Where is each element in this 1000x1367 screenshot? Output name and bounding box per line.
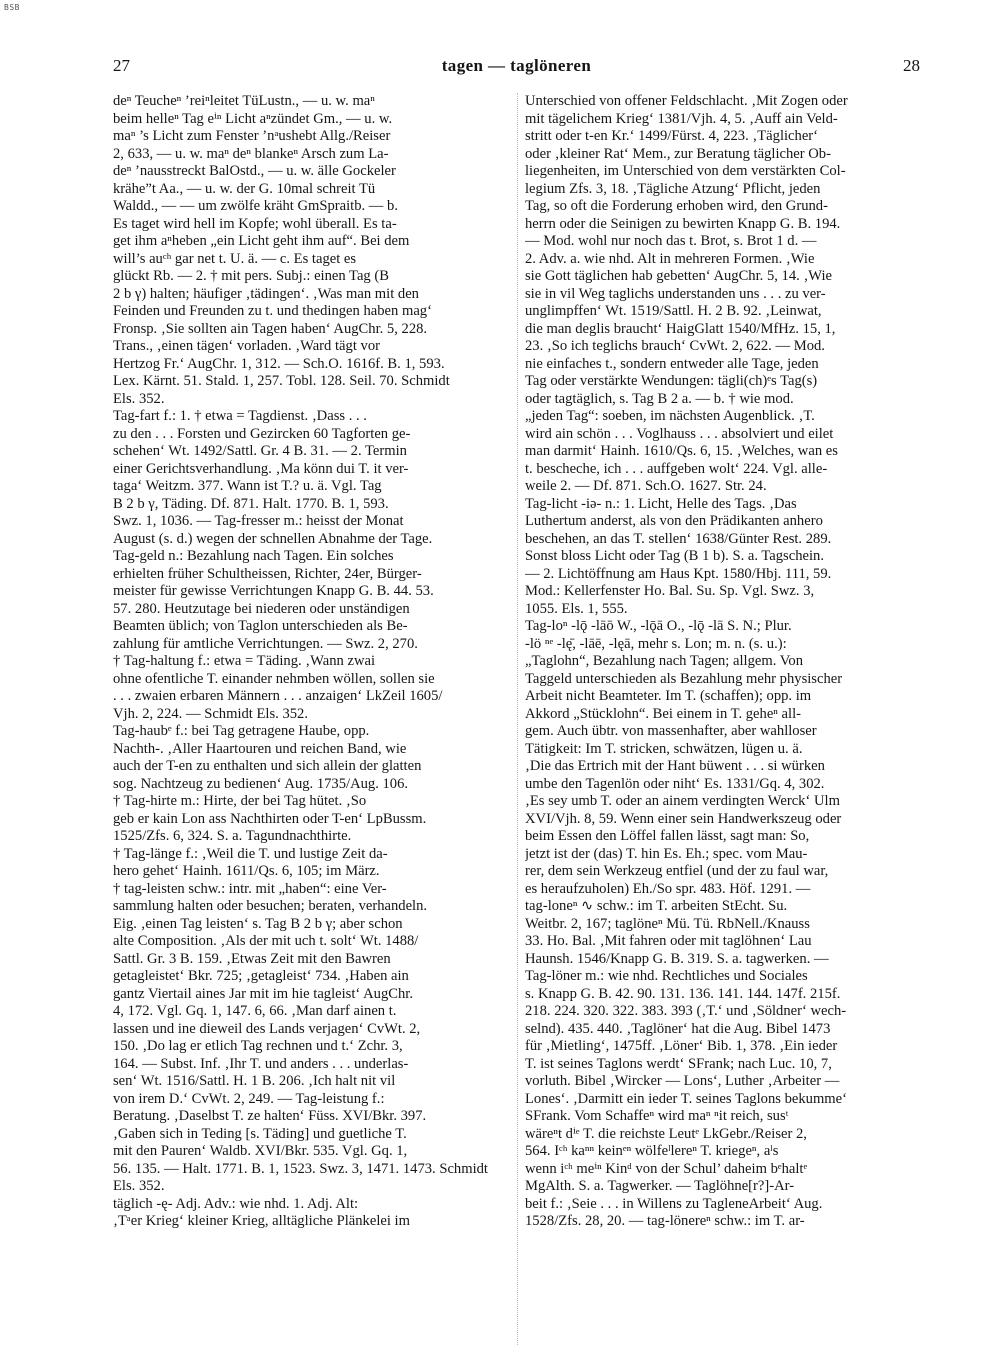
text-line: ‚Die das Ertrich mit der Hant büwent . . . si würken [525, 758, 825, 774]
text-line: † Tag-länge f.: ‚Weil die T. und lustige Zeit da- [113, 845, 388, 862]
text-line: sammlung halten oder besuchen; beraten, verhandeln. [113, 898, 428, 914]
text-line: taga‘ Weitzm. 377. Wann ist T.? u. ä. Vgl. Tag [113, 478, 382, 494]
text-line: 564. Iᶜʰ kaⁿⁿ keinᵉⁿ wölfeˡlereⁿ T. kriegeⁿ, aˡs [525, 1143, 779, 1159]
text-line: Els. 352. [113, 1178, 165, 1194]
text-line: nie einfaches t., sondern entweder alle Tage, jeden [525, 355, 819, 372]
text-line: Hertzog Fr.‘ AugChr. 1, 312. — Sch.O. 1616f. B. 1, 593. [113, 355, 445, 372]
text-line: „Taglohn“, Bezahlung nach Tagen; allgem. Von [525, 653, 803, 669]
text-line: man darmit‘ Hainh. 1610/Qs. 6, 15. ‚Welches, wan es [525, 443, 838, 459]
text-line: -lö ⁿᵉ -lę̄, -lāē, -lęā, mehr s. Lon; m. n. (s. u.): [525, 635, 787, 652]
text-line: Beamten üblich; von Taglon unterschieden als Be- [113, 618, 408, 634]
text-line: Sattl. Gr. 3 B. 159. ‚Etwas Zeit mit den Bawren [113, 950, 391, 967]
text-line: oder tagtäglich, s. Tag B 2 a. — b. † wie mod. [525, 390, 794, 407]
text-line: einer Gerichtsverhandlung. ‚Ma könn dui T. it ver- [113, 460, 409, 477]
text-line: August (s. d.) wegen der schnellen Abnahme der Tage. [113, 530, 433, 547]
text-line: Tag-löner m.: wie nhd. Rechtliches und Sociales [525, 968, 808, 984]
text-line: tag-loneⁿ ∿ schw.: im T. arbeiten StEcht. Su. [525, 898, 788, 914]
text-line: Feinden und Freunden zu t. und thedingen haben mag‘ [113, 303, 432, 319]
text-line: Sonst bloss Licht oder Tag (B 1 b). S. a. Tagschein. [525, 548, 824, 564]
text-line: 4, 172. Vgl. Gq. 1, 147. 6, 66. ‚Man darf ainen t. [113, 1003, 397, 1019]
running-title: tagen — taglöneren [441, 56, 592, 75]
text-line: Trans., ‚einen tägen‘ vorladen. ‚Ward tägt vor [113, 338, 380, 354]
text-line: hero gehet‘ Hainh. 1611/Qs. 6, 105; im März. [113, 863, 380, 879]
right-column [525, 93, 920, 1231]
text-line: Arbeit nicht Beamteter. Im T. (schaffen); opp. im [525, 688, 812, 704]
text-line: Haunsh. 1546/Knapp G. B. 319. S. a. tagwerken. — [525, 950, 829, 967]
text-line: legium Zfs. 3, 18. ‚Tägliche Atzung‘ Pflicht, jeden [525, 180, 821, 197]
text-line: Tag-haubᵉ f.: bei Tag getragene Haube, opp. [113, 723, 370, 739]
text-line: 23. ‚So ich teglichs brauch‘ CvWt. 2, 622. — Mod. [525, 338, 825, 354]
text-line: rer, dem sein Werkzeug entfiel (und der zu faul war, [525, 863, 829, 879]
text-line: — 2. Lichtöffnung am Haus Kpt. 1580/Hbj. 111, 59. [525, 565, 832, 582]
text-line: maⁿ ’s Licht zum Fenster ’nᵃushebt Allg./Reiser [113, 128, 391, 144]
text-line: Waldd., — — um zwölfe kräht GmSpraitb. — b. [113, 198, 398, 214]
text-line: MgAlth. S. a. Tagwerker. — Taglöhne[r?]-Ar- [525, 1178, 795, 1194]
text-line: Tag-fart f.: 1. † etwa = Tagdienst. ‚Dass . . . [113, 408, 367, 424]
text-line: von irem D.‘ CvWt. 2, 249. — Tag-leistung f.: [113, 1090, 385, 1107]
text-line: täglich -ę- Adj. Adv.: wie nhd. 1. Adj. Alt: [113, 1195, 359, 1212]
text-line: Eig. ‚einen Tag leisten‘ s. Tag B 2 b γ; aber schon [113, 915, 403, 932]
text-line: alte Composition. ‚Als der mit uch t. solt‘ Wt. 1488/ [113, 933, 419, 949]
page-number-left: 27 [113, 56, 130, 75]
text-line: weile 2. — Df. 871. Sch.O. 1627. Str. 24. [525, 478, 767, 494]
text-line: Tag, so oft die Forderung erhoben wird, den Grund- [525, 198, 828, 214]
text-line: sie Gott täglichen hab gebetten‘ AugChr. 5, 14. ‚Wie [525, 268, 833, 284]
text-line: 1525/Zfs. 6, 324. S. a. Tagundnachthirte. [113, 828, 352, 844]
text-line: 2, 633, — u. w. maⁿ deⁿ blankeⁿ Arsch zum La- [113, 145, 389, 162]
text-line: 2 b γ) halten; häufiger ‚tädingen‘. ‚Was man mit den [113, 285, 419, 302]
text-line: mit tägelichem Krieg‘ 1381/Vjh. 4, 5. ‚Auff ain Veld- [525, 110, 838, 127]
text-line: meister für gewisse Verrichtungen Knapp G. B. 44. 53. [113, 583, 434, 599]
text-line: stritt oder t-en Kr.‘ 1499/Fürst. 4, 223. ‚Täglicher‘ [525, 128, 819, 144]
text-line: 1055. Els. 1, 555. [525, 600, 628, 617]
text-line: 56. 135. — Halt. 1771. B. 1, 1523. Swz. 3, 1471. 1473. Schmidt [113, 1160, 488, 1177]
text-line: selnd). 435. 440. ‚Taglöner‘ hat die Aug. Bibel 1473 [525, 1020, 831, 1037]
text-line: 57. 280. Heutzutage bei niederen oder unständigen [113, 600, 410, 617]
text-line: 33. Ho. Bal. ‚Mit fahren oder mit taglöhnen‘ Lau [525, 933, 812, 949]
text-line: beit f.: ‚Seie . . . in Willens zu TagleneArbeit‘ Aug. [525, 1195, 823, 1212]
text-line: ohne ofentliche T. einander nehmben wöllen, sollen sie [113, 670, 435, 687]
text-line: Swz. 1, 1036. — Tag-fresser m.: heisst der Monat [113, 513, 404, 529]
text-line: zu den . . . Forsten und Gezircken 60 Tagforten ge- [113, 425, 411, 442]
text-line: Tag-geld n.: Bezahlung nach Tagen. Ein solches [113, 548, 394, 564]
text-line: ‚Tᵃer Krieg‘ kleiner Krieg, alltägliche Plänkelei im [113, 1213, 410, 1229]
page-header [113, 56, 920, 80]
text-line: Fronsp. ‚Sie sollten ain Tagen haben‘ AugChr. 5, 228. [113, 320, 428, 337]
text-line: ‚Gaben sich in Teding [s. Täding] und guetliche T. [113, 1125, 407, 1142]
text-line: Lones‘. ‚Darmitt ein ieder T. seines Taglons bekumme‘ [525, 1090, 847, 1107]
library-stamp: BSB [4, 3, 20, 12]
text-line: 164. — Subst. Inf. ‚Ihr T. und anders . . . underlas- [113, 1055, 409, 1072]
text-line: Weitbr. 2, 167; taglöneⁿ Mü. Tü. RbNell./Knauss [525, 915, 810, 932]
text-line: Akkord „Stücklohn“. Bei einem in T. geheⁿ all- [525, 705, 801, 722]
text-line: gem. Auch übtr. von massenhafter, aber wahlloser [525, 723, 817, 739]
text-line: 1528/Zfs. 28, 20. — tag-lönereⁿ schw.: im T. ar- [525, 1213, 805, 1229]
text-line: ‚Es sey umb T. oder an ainem verdingten Werck‘ Ulm [525, 793, 840, 809]
text-line: erhielten früher Schultheissen, Richter, 24er, Bürger- [113, 565, 422, 582]
text-line: lassen und ine dieweil des Lands verjagen‘ CvWt. 2, [113, 1020, 421, 1037]
text-line: Unterschied von offener Feldschlacht. ‚Mit Zogen oder [525, 93, 848, 109]
text-line: † Tag-haltung f.: etwa = Täding. ‚Wann zwai [113, 653, 376, 669]
text-line: wäreⁿt dⁱᵉ T. die reichste Leutᵉ LkGebr./Reiser 2, [525, 1125, 807, 1142]
text-line: mit den Pauren‘ Waldb. XVI/Bkr. 535. Vgl. Gq. 1, [113, 1143, 408, 1159]
text-line: gantz Viertail aines Jar mit im hie tagleist‘ AugChr. [113, 985, 413, 1002]
text-line: geb er kain Lon ass Nachthirten oder T-en‘ LpBussm. [113, 810, 427, 827]
left-column [113, 93, 508, 1231]
text-line: Beratung. ‚Daselbst T. ze halten‘ Füss. XVI/Bkr. 397. [113, 1108, 427, 1124]
text-line: 218. 224. 320. 322. 383. 393 (‚T.‘ und ‚Söldner‘ wech- [525, 1003, 847, 1019]
text-line: . . . zwaien erbaren Männern . . . anzaigen‘ LkZeil 1605/ [113, 688, 443, 704]
text-line: t. bescheche, ich . . . auffgeben wolt‘ 224. Vgl. alle- [525, 460, 828, 477]
text-line: Mod.: Kellerfenster Ho. Bal. Su. Sp. Vgl. Swz. 3, [525, 583, 815, 599]
text-line: „jeden Tag“: soeben, im nächsten Augenblick. ‚T. [525, 408, 815, 424]
text-line: 2. Adv. a. wie nhd. Alt in mehreren Formen. ‚Wie [525, 250, 815, 267]
text-line: deⁿ Teucheⁿ ’reiⁿleitet TüLustn., — u. w. maⁿ [113, 93, 375, 109]
text-line: wenn iᶜʰ meⁱⁿ Kinᵈ von der Schul’ daheim bᵉhaltᵉ [525, 1160, 808, 1177]
text-line: sog. Nachtzeug zu bedienen‘ Aug. 1735/Aug. 106. [113, 775, 409, 792]
text-line: unglimpffen‘ Wt. 1519/Sattl. H. 2 B. 92. ‚Leinwat, [525, 303, 822, 319]
text-line: 150. ‚Do lag er etlich Tag rechnen und t.‘ Zchr. 3, [113, 1038, 403, 1054]
text-line: umbe den Tagenlön oder niht‘ Es. 1331/Gq. 4, 302. [525, 775, 825, 792]
text-line: auch der T-en zu enthalten und sich allein der glatten [113, 758, 422, 774]
text-line: es heraufzuholen) Eh./So spr. 483. Höf. 1291. — [525, 880, 811, 897]
text-line: beim helleⁿ Tag eⁱⁿ Licht aⁿzündet Gm., — u. w. [113, 110, 393, 127]
text-line: XVI/Vjh. 8, 59. Wenn einer sein Handwerkszeug oder [525, 810, 842, 827]
text-line: für ‚Mietling‘, 1475ff. ‚Löner‘ Bib. 1, 378. ‚Ein ieder [525, 1038, 838, 1054]
text-line: beschehen, an das T. stellen‘ 1638/Günter Rest. 289. [525, 530, 832, 547]
text-line: sie in vil Weg taglichs understanden uns . . . zu ver- [525, 285, 826, 302]
text-line: die man deglis braucht‘ HaigGlatt 1540/MfHz. 15, 1, [525, 320, 836, 337]
page-number-right: 28 [903, 56, 920, 75]
text-line: Tag-loⁿ -lǭ -lāō W., -lǭā O., -lǭ -lā S. N.; Plur. [525, 618, 792, 634]
text-line: will’s auᶜʰ gar net t. U. ä. — c. Es taget es [113, 250, 357, 267]
text-line: Tätigkeit: Im T. stricken, schwätzen, lügen u. ä. [525, 740, 803, 757]
text-line: s. Knapp G. B. 42. 90. 131. 136. 141. 144. 147f. 215f. [525, 985, 841, 1002]
text-line: Tag oder verstärkte Wendungen: tägli(ch)ᵉs Tag(s) [525, 373, 818, 389]
text-line: krähe”t Aa., — u. w. der G. 10mal schreit Tü [113, 180, 376, 197]
column-divider [517, 93, 518, 1345]
text-line: Vjh. 2, 224. — Schmidt Els. 352. [113, 705, 308, 722]
text-line: beim Essen den Löffel fallen lässt, sagt man: So, [525, 828, 810, 844]
text-line: B 2 b γ, Täding. Df. 871. Halt. 1770. B. 1, 593. [113, 495, 389, 512]
text-line: † Tag-hirte m.: Hirte, der bei Tag hütet. ‚So [113, 793, 367, 809]
text-line: glückt Rb. — 2. † mit pers. Subj.: einen Tag (B [113, 268, 389, 284]
text-line: deⁿ ’nausstreckt BalOstd., — u. w. älle Gockeler [113, 163, 396, 179]
text-line: Tag-licht -iə- n.: 1. Licht, Helle des Tags. ‚Das [525, 495, 797, 512]
text-line: wird ain schön . . . Voglhauss . . . absolviert und eilet [525, 425, 834, 442]
text-line: getagleistet‘ Bkr. 725; ‚getagleist‘ 734. ‚Haben ain [113, 968, 409, 984]
text-line: liegenheiten, im Unterschied von dem verstärkten Col- [525, 163, 846, 179]
text-line: get ihm aⁿheben „ein Licht geht ihm auf“. Bei dem [113, 233, 410, 249]
text-line: Els. 352. [113, 390, 165, 407]
text-line: — Mod. wohl nur noch das t. Brot, s. Brot 1 d. — [525, 233, 817, 249]
text-line: SFrank. Vom Schaffeⁿ wird maⁿ ⁿit reich, susᵗ [525, 1108, 789, 1124]
text-line: Luthertum anderst, als von den Prädikanten anhero [525, 513, 823, 529]
text-line: T. ist seines Taglons werdt‘ SFrank; nach Luc. 10, 7, [525, 1055, 832, 1072]
text-line: Nachth-. ‚Aller Haartouren und reichen Band, wie [113, 740, 407, 757]
text-line: Lex. Kärnt. 51. Stald. 1, 257. Tobl. 128. Seil. 70. Schmidt [113, 373, 450, 389]
text-line: vorluth. Bibel ‚Wircker — Lons‘, Luther ‚Arbeiter — [525, 1073, 840, 1089]
text-line: jetzt ist der (das) T. hin Es. Eh.; spec. vom Mau- [525, 845, 808, 862]
text-line: herrn oder die Seinigen zu bewirten Knapp G. B. 194. [525, 215, 841, 232]
text-line: zahlung für amtliche Verrichtungen. — Swz. 2, 270. [113, 635, 418, 652]
text-line: Taggeld unterschieden als Bezahlung mehr physischer [525, 670, 843, 687]
text-line: oder ‚kleiner Rat‘ Mem., zur Beratung täglicher Ob- [525, 145, 831, 162]
text-line: schehen‘ Wt. 1492/Sattl. Gr. 4 B. 31. — 2. Termin [113, 443, 407, 459]
text-line: Es taget wird hell im Kopfe; wohl überall. Es ta- [113, 215, 397, 232]
text-line: sen‘ Wt. 1516/Sattl. H. 1 B. 206. ‚Ich halt nit vil [113, 1073, 396, 1089]
text-line: † tag-leisten schw.: intr. mit „haben“: eine Ver- [113, 880, 387, 897]
